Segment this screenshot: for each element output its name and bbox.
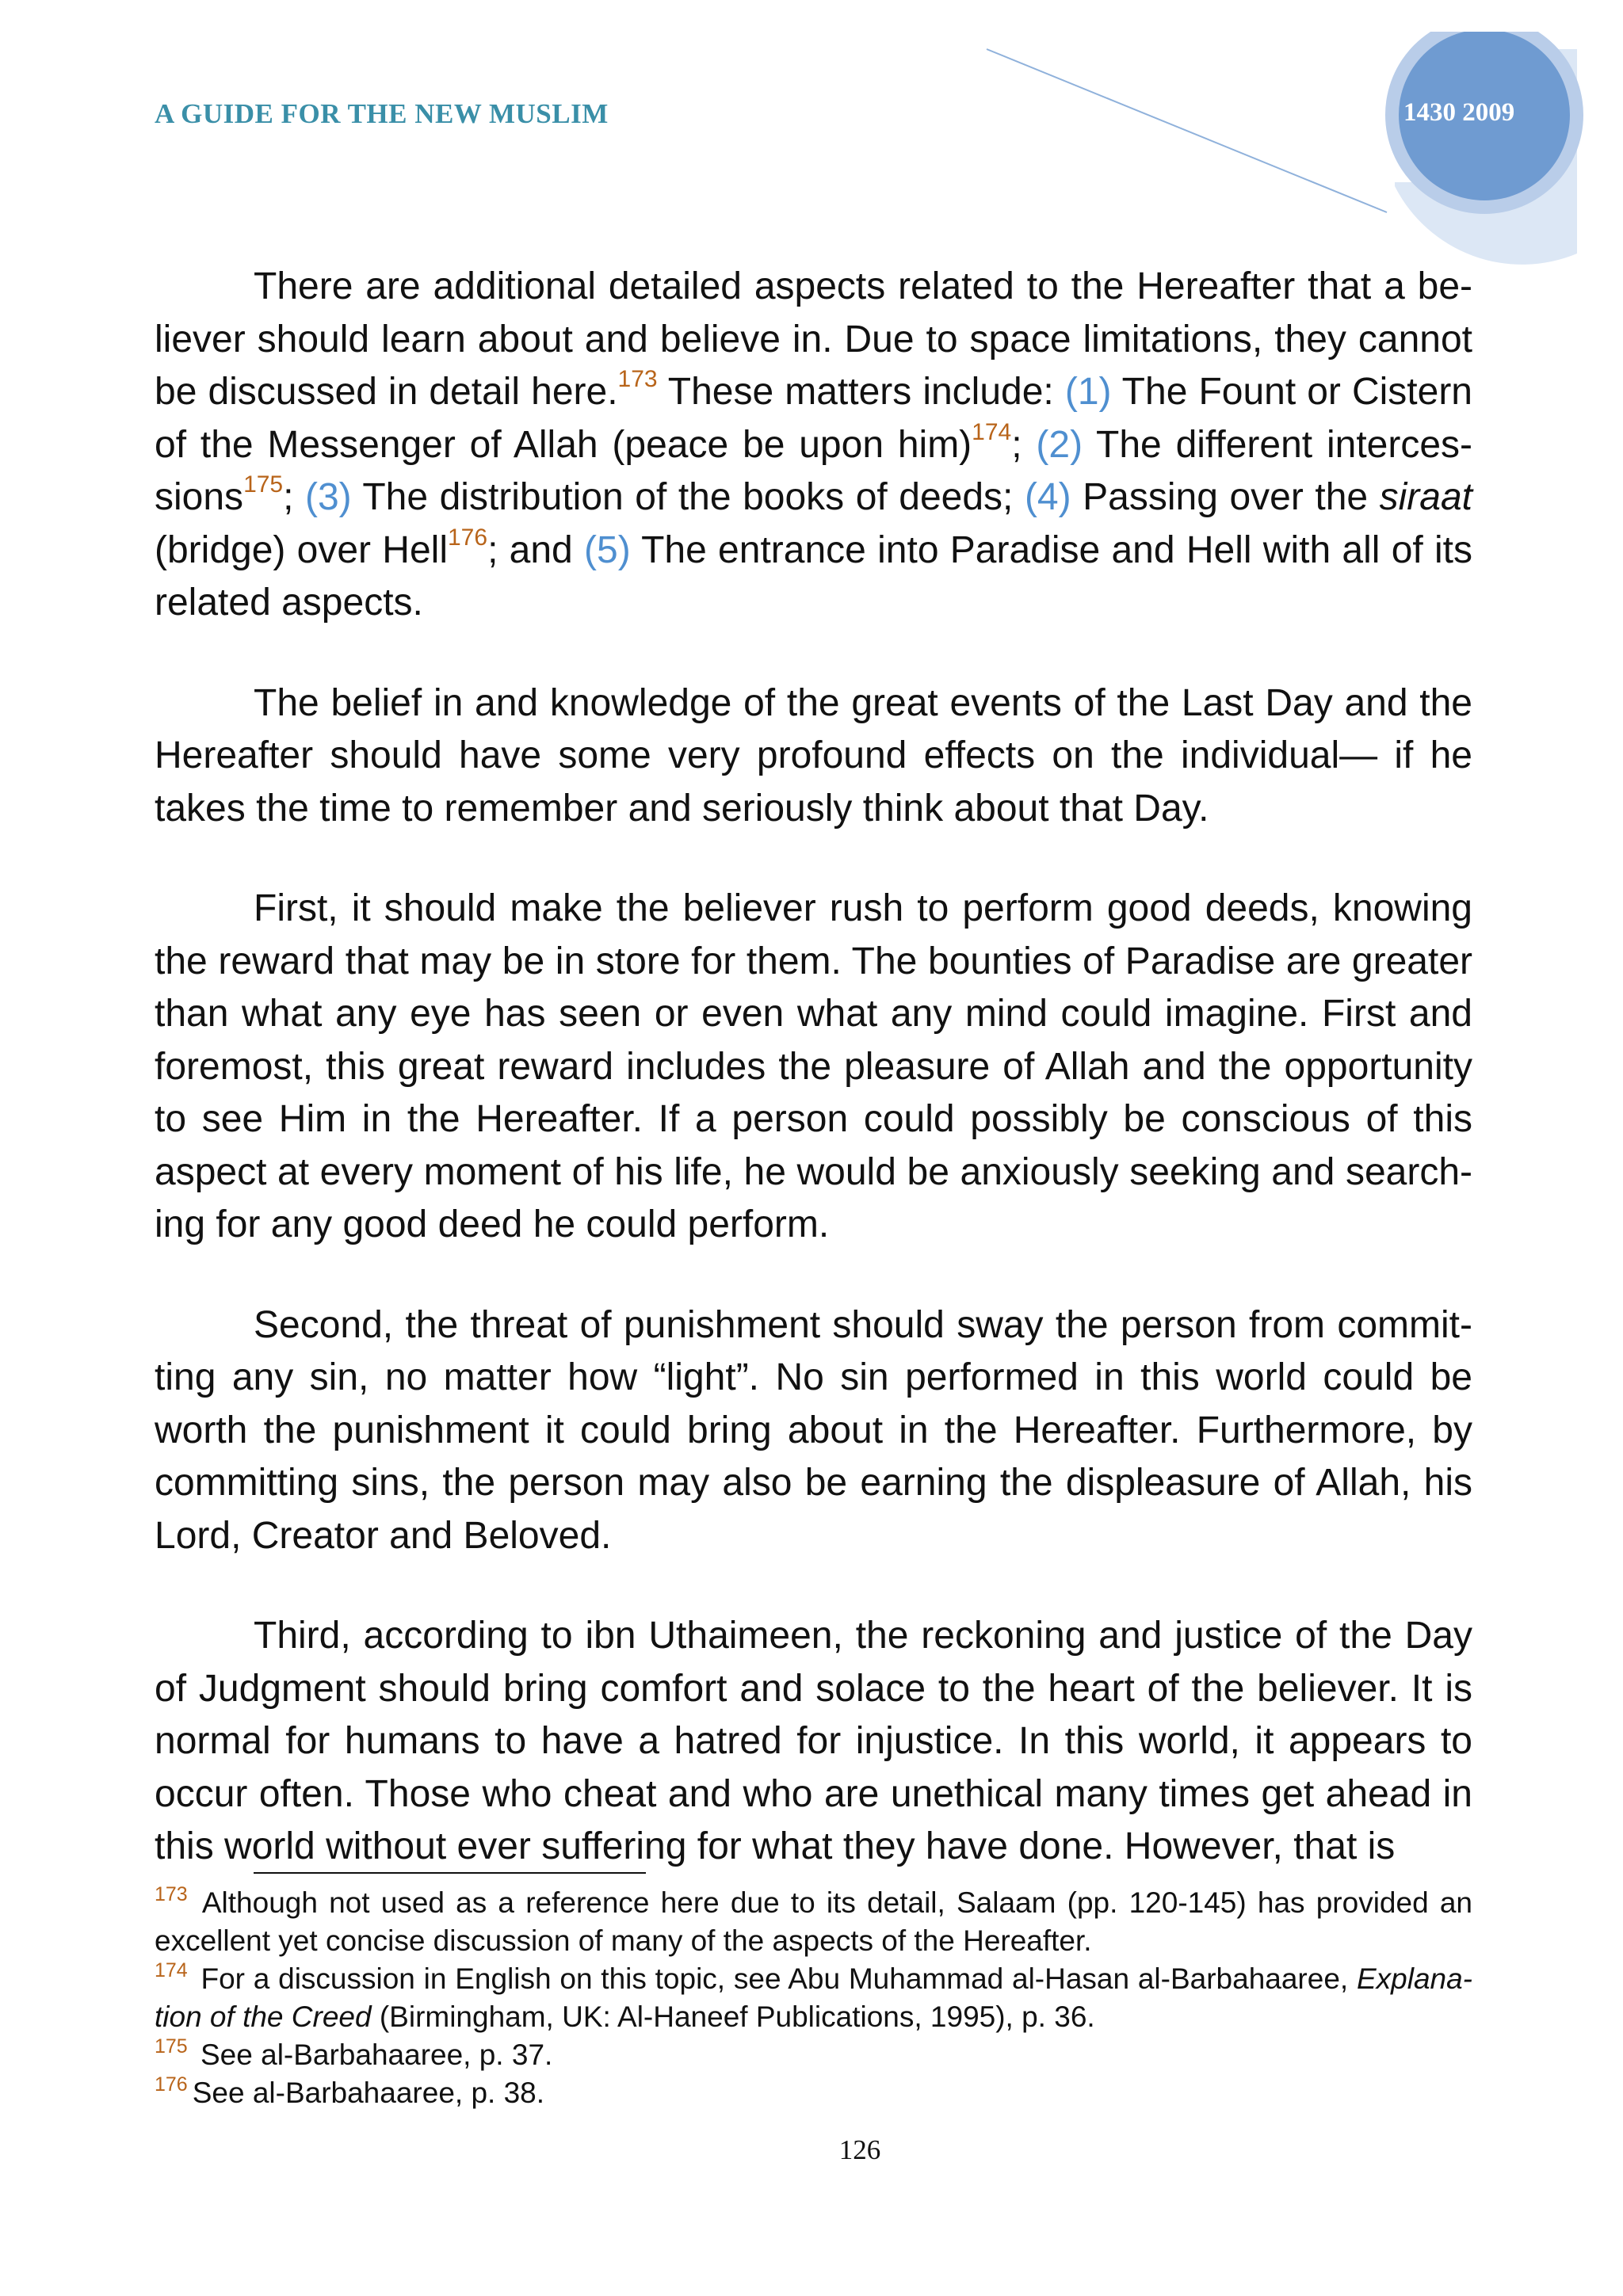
text-span: Passing over the — [1071, 476, 1380, 518]
footnote-176 — [155, 2074, 1472, 2112]
footnote-ref-175[interactable]: 175 — [243, 471, 284, 498]
text-span: ; and — [487, 528, 585, 571]
footnote-number: 175 — [155, 2035, 188, 2058]
footnote-number: 176 — [155, 2073, 188, 2096]
footnote-book-title: Explana-tion of the Creed — [155, 1962, 1472, 2033]
paragraph-4: Second, the threat of punishment should sway the person from commit-ting any sin, no matter how “light”. No sin performed in this world could be worth the punishment it could bring about in the Hereafter. Furthermore, by committing sins, the person may also be earning the displeasure of Allah, his Lord, Creator and Beloved. — [155, 1303, 1472, 1557]
footnote-ref-176[interactable]: 176 — [448, 524, 488, 551]
footnote-text: For a discussion in English on this topic, see Abu Muhammad al-Hasan al-Barbahaaree, — [192, 1962, 1357, 1995]
paragraph-2: The belief in and knowledge of the great events of the Last Day and the Hereafter should have some very profound effects on the individual— if he takes the time to remember and seriously think about that Day. — [155, 681, 1472, 830]
footnote-text: See al-Barbahaaree, p. 38. — [192, 2077, 545, 2109]
footnote-174 — [155, 1960, 1472, 2036]
list-number-2: (2) — [1036, 423, 1083, 466]
text-span: The different interces-sions — [155, 423, 1473, 518]
list-number-4: (4) — [1024, 476, 1071, 518]
paragraph-3: First, it should make the believer rush to perform good deeds, knowing the reward that may be in store for them. The bounties of Paradise are greater than what any eye has seen or even what any mind could imagine. First and foremost, this great reward includes the pleasure of Allah and the opportunity to see Him in the Hereafter. If a person could possibly be conscious of this aspect at every moment of his life, he would be anxiously seeking and search-ing for any good deed he could perform. — [155, 887, 1472, 1245]
running-header-year: 1430 2009 — [1403, 98, 1515, 127]
footnote-text: See al-Barbahaaree, p. 37. — [192, 2039, 553, 2071]
list-number-1: (1) — [1064, 371, 1112, 413]
footnote-175 — [155, 2036, 1472, 2074]
running-header-title: A GUIDE FOR THE NEW MUSLIM — [155, 98, 609, 129]
text-span: The distribution of the books of deeds; — [351, 476, 1025, 518]
text-span: ; — [1011, 423, 1037, 466]
text-span: The entrance into Paradise and Hell with all of its related aspects. — [155, 528, 1472, 624]
footnote-text: (Birmingham, UK: Al-Haneef Publications, 1995), p. 36. — [371, 2000, 1095, 2033]
footnote-ref-173[interactable]: 173 — [617, 366, 658, 392]
footnote-173 — [155, 1884, 1472, 1960]
paragraph-5: Third, according to ibn Uthaimeen, the reckoning and justice of the Day of Judgment should bring comfort and solace to the heart of the believer. It is normal for humans to have a hatred for injustice. In this world, it appears to occur often. Those who cheat and who are unethical many times get ahead in this world without ever suffering for what they have done. However, that is — [155, 1615, 1472, 1867]
text-span: The Fount or Cistern of the Messenger of Allah (peace be upon him) — [155, 371, 1472, 466]
footnote-number: 173 — [155, 1883, 188, 1905]
footnote-ref-174[interactable]: 174 — [972, 418, 1012, 445]
footnote-separator — [254, 1872, 646, 1874]
footnote-number: 174 — [155, 1959, 188, 1981]
paragraph-1 — [155, 261, 1472, 630]
main-body-text — [155, 261, 1472, 1921]
text-span: These matters include: — [657, 371, 1065, 413]
footnotes-section — [155, 1884, 1472, 2112]
text-span: (bridge) over Hell — [155, 528, 448, 571]
list-number-3: (3) — [305, 476, 352, 518]
list-number-5: (5) — [584, 528, 631, 571]
page-number: 126 — [838, 2134, 881, 2165]
header-decoration-graphic — [975, 32, 1609, 269]
footnote-text: Although not used as a reference here due to its detail, Salaam (pp. 120-145) has provided an excellent yet concise discussion of many of the aspects of the Hereafter. — [155, 1886, 1472, 1957]
text-span: ; — [283, 476, 305, 518]
text-span: There are additional detailed aspects related to the Hereafter that a be-liever should learn about and believe in. Due to space limitations, they cannot be discussed in detail here. — [155, 265, 1472, 413]
italic-term-siraat: siraat — [1379, 476, 1472, 518]
